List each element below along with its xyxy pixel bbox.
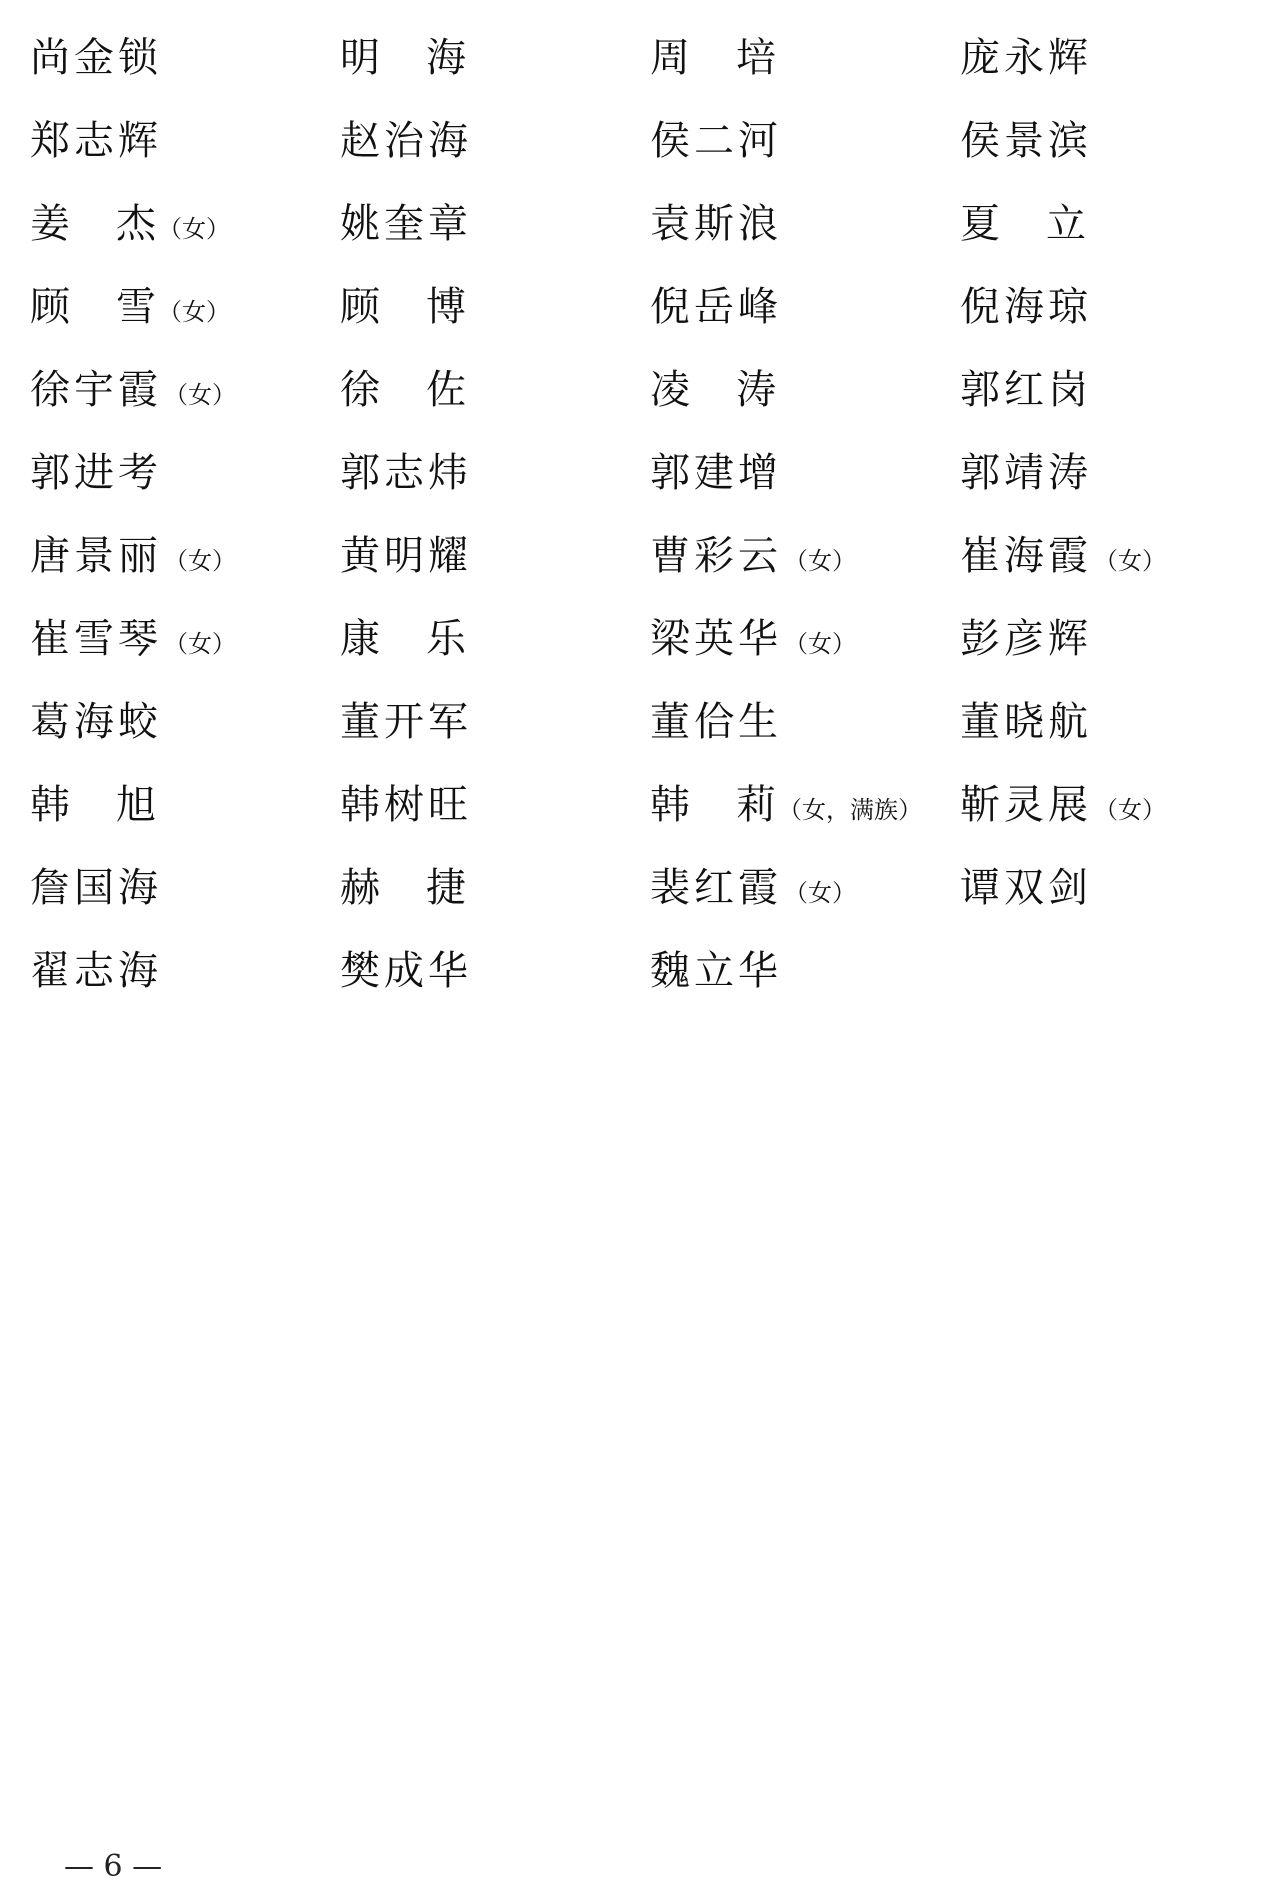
roster-entry: [650, 781, 960, 828]
person-name: 侯景滨: [960, 117, 1092, 164]
person-name: 赵治海: [340, 117, 472, 164]
person-note: （女）: [164, 629, 236, 658]
name-character: 涛: [736, 366, 776, 413]
name-character: 韩: [650, 781, 690, 828]
name-character: 海: [426, 34, 466, 81]
roster-row: [30, 431, 1260, 514]
person-name: 姚奎章: [340, 200, 472, 247]
person-name: 翟志海: [30, 947, 162, 994]
person-name: 董晓航: [960, 698, 1092, 745]
person-name: 梁英华: [650, 615, 782, 662]
roster-entry: [650, 366, 960, 413]
roster-entry: [650, 698, 960, 745]
person-name: 郭靖涛: [960, 449, 1092, 496]
roster-entry: [650, 117, 960, 164]
person-name: [30, 283, 156, 330]
roster-entry: [30, 947, 340, 994]
person-name: 崔雪琴: [30, 615, 162, 662]
name-character: 杰: [116, 200, 156, 247]
roster-entry: [30, 864, 340, 911]
roster-entry: [30, 532, 340, 579]
roster-entry: [960, 615, 1260, 662]
person-name: 郭建增: [650, 449, 782, 496]
person-name: 韩树旺: [340, 781, 472, 828]
roster-entry: [650, 947, 960, 994]
person-name: 徐宇霞: [30, 366, 162, 413]
roster-row: [30, 99, 1260, 182]
roster-entry: [650, 532, 960, 579]
roster-entry: [960, 117, 1260, 164]
roster-entry: [30, 781, 340, 828]
name-character: 雪: [116, 283, 156, 330]
roster-entry: [960, 283, 1260, 330]
roster-entry: [650, 864, 960, 911]
roster-row: [30, 763, 1260, 846]
roster-entry: [650, 200, 960, 247]
roster-entry: [30, 366, 340, 413]
roster-entry: [30, 698, 340, 745]
person-name: 郭志炜: [340, 449, 472, 496]
person-name: 葛海蛟: [30, 698, 162, 745]
person-name: [650, 34, 776, 81]
name-character: 顾: [340, 283, 380, 330]
roster-entry: [960, 781, 1260, 828]
person-name: 侯二河: [650, 117, 782, 164]
person-name: [650, 781, 776, 828]
person-note: （女）: [1094, 546, 1166, 575]
name-character: 捷: [426, 864, 466, 911]
name-character: 凌: [650, 366, 690, 413]
person-name: 曹彩云: [650, 532, 782, 579]
name-character: 徐: [340, 366, 380, 413]
name-character: 博: [426, 283, 466, 330]
roster-entry: [30, 615, 340, 662]
name-character: 周: [650, 34, 690, 81]
roster-row: [30, 514, 1260, 597]
name-roster: [30, 16, 1260, 1012]
roster-row: [30, 929, 1260, 1012]
person-note: （女）: [158, 214, 230, 243]
name-character: 赫: [340, 864, 380, 911]
person-name: [340, 366, 466, 413]
person-name: 谭双剑: [960, 864, 1092, 911]
roster-entry: [30, 200, 340, 247]
roster-entry: [960, 532, 1260, 579]
person-note: （女）: [158, 297, 230, 326]
person-note: （女）: [784, 629, 856, 658]
person-name: [340, 283, 466, 330]
name-character: 康: [340, 615, 380, 662]
person-note: （女）: [164, 380, 236, 409]
roster-row: [30, 597, 1260, 680]
roster-row: [30, 348, 1260, 431]
roster-entry: [960, 34, 1260, 81]
roster-row: [30, 680, 1260, 763]
name-character: 佐: [426, 366, 466, 413]
person-name: 靳灵展: [960, 781, 1092, 828]
person-note: （女）: [164, 546, 236, 575]
name-character: 莉: [736, 781, 776, 828]
person-name: 郭红岗: [960, 366, 1092, 413]
roster-entry: [340, 615, 650, 662]
roster-entry: [650, 34, 960, 81]
roster-entry: [340, 366, 650, 413]
name-character: 乐: [426, 615, 466, 662]
roster-entry: [340, 449, 650, 496]
roster-entry: [960, 200, 1260, 247]
person-name: 崔海霞: [960, 532, 1092, 579]
person-name: 詹国海: [30, 864, 162, 911]
person-name: 尚金锁: [30, 34, 162, 81]
person-note: （女，满族）: [778, 795, 922, 824]
roster-row: [30, 16, 1260, 99]
name-character: 立: [1046, 200, 1086, 247]
name-character: 明: [340, 34, 380, 81]
name-character: 培: [736, 34, 776, 81]
name-character: 姜: [30, 200, 70, 247]
name-character: 顾: [30, 283, 70, 330]
roster-row: [30, 265, 1260, 348]
person-note: （女）: [784, 546, 856, 575]
person-name: 樊成华: [340, 947, 472, 994]
person-name: [30, 200, 156, 247]
person-name: [340, 615, 466, 662]
person-name: 董佮生: [650, 698, 782, 745]
person-name: [340, 864, 466, 911]
person-name: 倪海琼: [960, 283, 1092, 330]
roster-entry: [340, 34, 650, 81]
person-name: 郭进考: [30, 449, 162, 496]
roster-entry: [30, 117, 340, 164]
person-name: 庞永辉: [960, 34, 1092, 81]
name-character: 夏: [960, 200, 1000, 247]
person-name: 黄明耀: [340, 532, 472, 579]
roster-entry: [30, 34, 340, 81]
roster-entry: [340, 947, 650, 994]
person-name: 郑志辉: [30, 117, 162, 164]
roster-entry: [340, 117, 650, 164]
person-name: 倪岳峰: [650, 283, 782, 330]
roster-entry: [650, 283, 960, 330]
roster-entry: [340, 781, 650, 828]
roster-entry: [650, 615, 960, 662]
roster-entry: [960, 366, 1260, 413]
person-name: 唐景丽: [30, 532, 162, 579]
person-name: [340, 34, 466, 81]
roster-entry: [960, 698, 1260, 745]
roster-entry: [30, 449, 340, 496]
person-name: 彭彦辉: [960, 615, 1092, 662]
name-character: 旭: [116, 781, 156, 828]
roster-entry: [340, 283, 650, 330]
roster-entry: [340, 532, 650, 579]
person-name: 袁斯浪: [650, 200, 782, 247]
person-name: [960, 200, 1086, 247]
roster-row: [30, 846, 1260, 929]
person-name: 裴红霞: [650, 864, 782, 911]
roster-entry: [960, 449, 1260, 496]
person-name: [30, 781, 156, 828]
roster-entry: [340, 698, 650, 745]
roster-entry: [340, 200, 650, 247]
roster-entry: [960, 864, 1260, 911]
roster-row: [30, 182, 1260, 265]
roster-entry: [340, 864, 650, 911]
roster-entry: [30, 283, 340, 330]
person-name: [650, 366, 776, 413]
name-character: 韩: [30, 781, 70, 828]
person-name: 董开军: [340, 698, 472, 745]
person-note: （女）: [784, 878, 856, 907]
person-name: 魏立华: [650, 947, 782, 994]
page-number: — 6 —: [64, 1849, 163, 1884]
roster-entry: [650, 449, 960, 496]
person-note: （女）: [1094, 795, 1166, 824]
